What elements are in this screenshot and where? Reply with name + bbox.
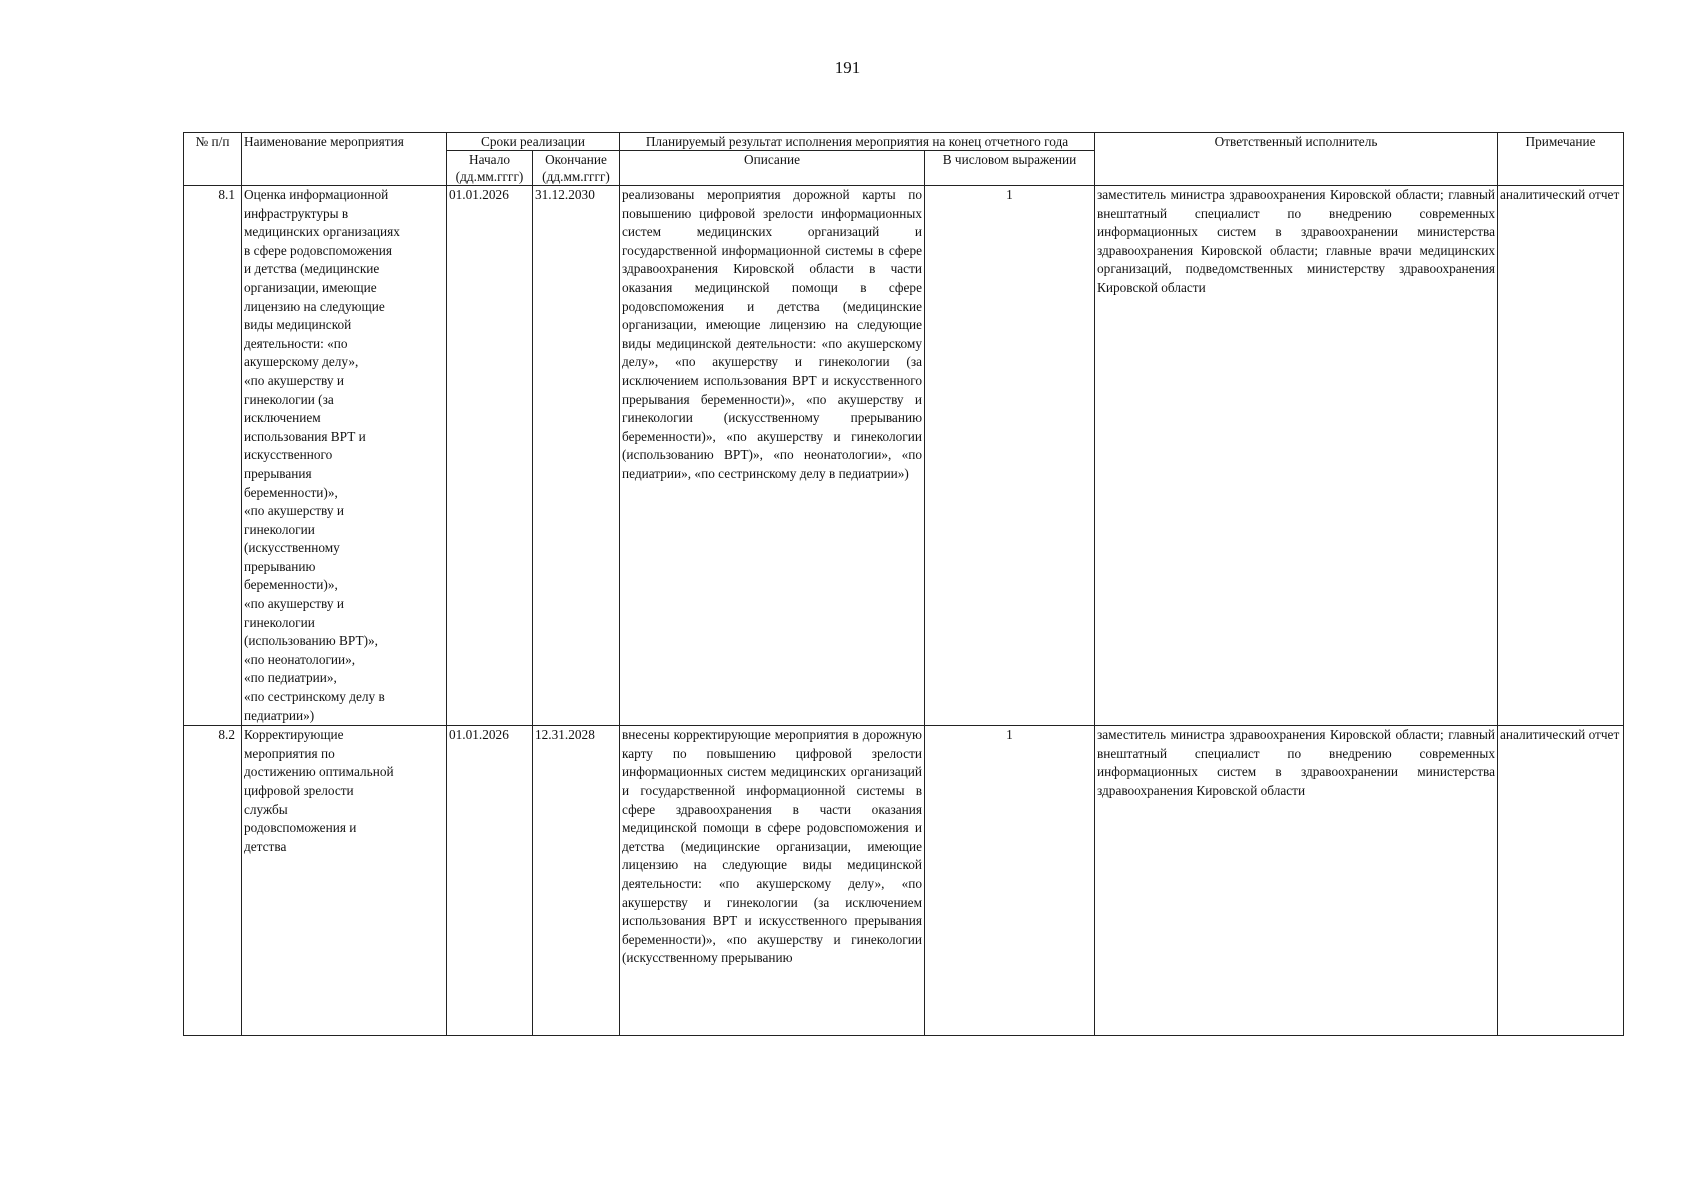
name-line: прерыванию <box>244 558 316 574</box>
name-line: (искусственному <box>244 540 340 556</box>
row-note: аналитический отчет <box>1498 186 1624 726</box>
name-line: медицинских организациях <box>244 224 400 240</box>
row-executor: заместитель министра здравоохранения Кировской области; главный внештатный специалист по внедрению современных информационных систем в здравоохранении министерства здравоохранения Кировской области <box>1095 726 1498 1036</box>
header-note: Примечание <box>1498 133 1624 186</box>
row-description: внесены корректирующие мероприятия в дорожную карту по повышению цифровой зрелости информационных систем медицинских организаций и государственной информационной системы в сфере здравоохранения в части оказания медицинской помощи в сфере родовспоможения и детства (медицинские организации, имеющие лицензию на следующие виды медицинской деятельности: «по акушерскому делу», «по акушерству и гинекологии (за исключением использования ВРТ и искусственного прерывания беременности)», «по акушерству и гинекологии (искусственному прерыванию <box>620 726 925 1036</box>
name-line: беременности)», <box>244 484 338 500</box>
row-end: 31.12.2030 <box>533 186 620 726</box>
name-line: родовспоможения и <box>244 820 357 836</box>
name-line: гинекологии <box>244 614 315 630</box>
header-name: Наименование мероприятия <box>242 133 447 186</box>
name-lines <box>244 726 444 856</box>
name-line: гинекологии <box>244 521 315 537</box>
name-line: мероприятия по <box>244 745 335 761</box>
row-executor: заместитель министра здравоохранения Кировской области; главный внештатный специалист по внедрению современных информационных систем в здравоохранении министерства здравоохранения Кировской области; главные врачи медицинских организаций, подведомственных министерству здравоохранения Кировской области <box>1095 186 1498 726</box>
name-line: достижению оптимальной <box>244 764 394 780</box>
row-number: 8.1 <box>184 186 242 726</box>
row-start: 01.01.2026 <box>447 186 533 726</box>
name-line: виды медицинской <box>244 317 352 333</box>
name-line: искусственного <box>244 447 333 463</box>
name-line: «по акушерству и <box>244 372 344 388</box>
name-line: использования ВРТ и <box>244 428 366 444</box>
name-line: педиатрии») <box>244 707 315 723</box>
table-row <box>184 726 1624 1036</box>
table-row <box>184 186 1624 726</box>
name-line: лицензию на следующие <box>244 298 385 314</box>
name-line: цифровой зрелости <box>244 783 354 798</box>
row-name <box>242 726 447 1036</box>
name-line: гинекологии (за <box>244 391 334 407</box>
header-end: Окончание (дд.мм.гггг) <box>533 151 620 186</box>
name-line: прерывания <box>244 465 312 481</box>
row-end: 12.31.2028 <box>533 726 620 1036</box>
plan-table <box>183 132 1624 1036</box>
header-value: В числовом выражении <box>925 151 1095 186</box>
name-line: «по акушерству и <box>244 503 344 519</box>
name-line: Оценка информационной <box>244 187 389 202</box>
name-line: «по акушерству и <box>244 596 344 612</box>
name-lines <box>244 186 444 725</box>
name-line: службы <box>244 801 288 817</box>
header-row-1 <box>184 133 1624 151</box>
row-name <box>242 186 447 726</box>
name-line: «по неонатологии», <box>244 651 356 667</box>
page-number: 191 <box>834 58 861 77</box>
name-line: организации, имеющие <box>244 279 377 295</box>
name-line: инфраструктуры в <box>244 205 349 221</box>
header-num: № п/п <box>184 133 242 186</box>
name-line: (использованию ВРТ)», <box>244 633 379 649</box>
name-line: беременности)», <box>244 577 338 593</box>
name-line: «по педиатрии», <box>244 670 337 686</box>
header-executor: Ответственный исполнитель <box>1095 133 1498 186</box>
header-result: Планируемый результат исполнения мероприятия на конец отчетного года <box>620 133 1095 151</box>
header-description: Описание <box>620 151 925 186</box>
row-description: реализованы мероприятия дорожной карты по повышению цифровой зрелости информационных систем медицинских организаций и государственной информационной системы в сфере здравоохранения Кировской области в части оказания медицинской помощи в сфере родовспоможения и детства (медицинские организации, имеющие лицензию на следующие виды медицинской деятельности: «по акушерскому делу», «по акушерству и гинекологии (за исключением использования ВРТ и искусственного прерывания беременности)», «по акушерству и гинекологии (искусственному прерыванию беременности)», «по акушерству и гинекологии (использованию ВРТ)», «по неонатологии», «по педиатрии», «по сестринскому делу в педиатрии») <box>620 186 925 726</box>
name-line: акушерскому делу», <box>244 354 359 370</box>
name-line: детства <box>244 838 287 854</box>
name-line: деятельности: «по <box>244 335 348 351</box>
row-start: 01.01.2026 <box>447 726 533 1036</box>
header-start: Начало (дд.мм.гггг) <box>447 151 533 186</box>
header-terms: Сроки реализации <box>447 133 620 151</box>
row-number: 8.2 <box>184 726 242 1036</box>
row-note: аналитический отчет <box>1498 726 1624 1036</box>
row-value: 1 <box>925 726 1095 1036</box>
name-line: в сфере родовспоможения <box>244 242 392 258</box>
name-line: и детства (медицинские <box>244 261 380 277</box>
name-line: Корректирующие <box>244 727 344 743</box>
row-value: 1 <box>925 186 1095 726</box>
name-line: «по сестринскому делу в <box>244 689 385 705</box>
name-line: исключением <box>244 410 321 426</box>
